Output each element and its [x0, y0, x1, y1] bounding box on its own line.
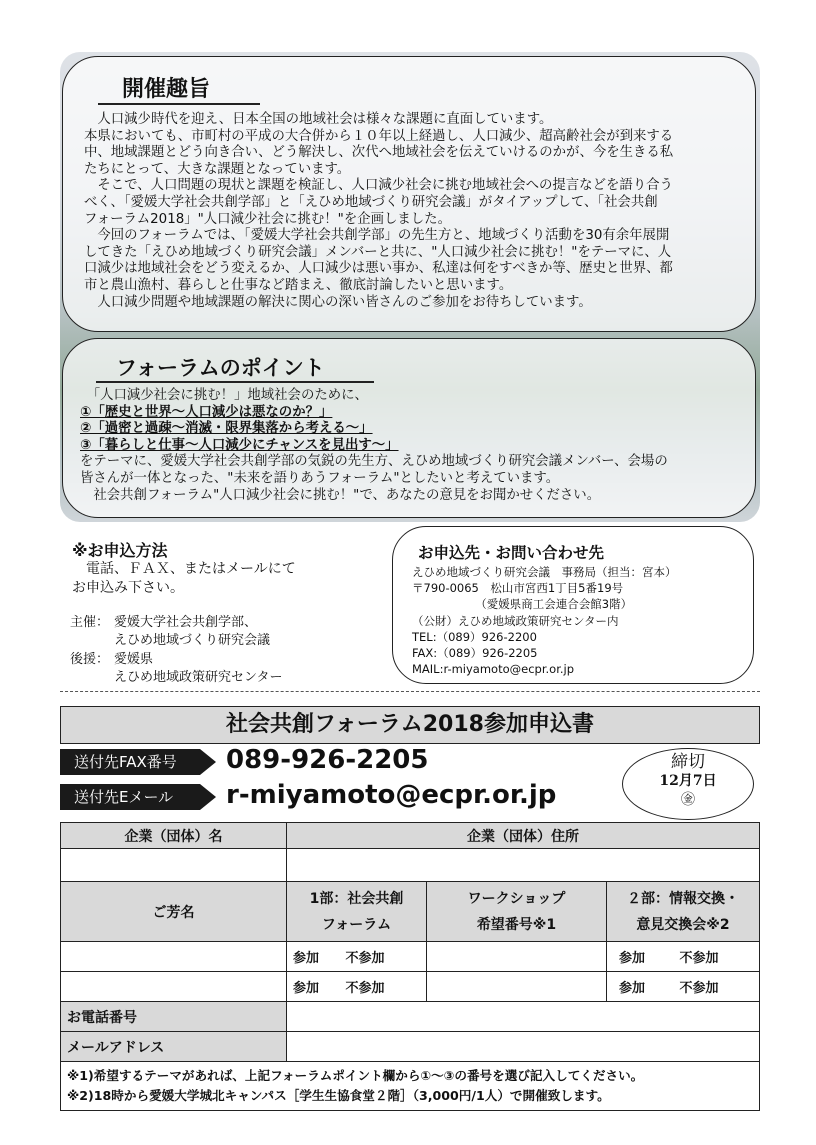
- contact-title: お申込先・お問い合わせ先: [418, 544, 605, 562]
- not-attend-option[interactable]: 不参加: [679, 951, 719, 966]
- part2-header-line: 意見交換会※2: [636, 916, 730, 933]
- workshop-input[interactable]: [427, 972, 607, 1002]
- deadline-day: ㊎: [681, 792, 695, 808]
- contact-fax: FAX:（089）926-2205: [412, 646, 538, 661]
- apply-method-line: 電話、ＦＡＸ、またはメールにて: [72, 561, 296, 577]
- purpose-line: そこで、人口問題の現状と課題を検証し、人口減少社会に挑む地域社会への提言などを語り合う: [84, 178, 673, 194]
- address-input[interactable]: [287, 849, 760, 882]
- part2-header-line: ２部：情報交換・: [627, 890, 739, 907]
- purpose-line: フォーラム2018」"人口減少社会に挑む！"を企画しました。: [84, 211, 451, 227]
- company-input[interactable]: [61, 849, 287, 882]
- host-name: えひめ地域づくり研究会議: [114, 633, 271, 648]
- workshop-header: [427, 882, 607, 942]
- points-title-underline: [96, 381, 374, 383]
- purpose-line: 人口減少時代を迎え、日本全国の地域社会は様々な課題に直面しています。: [84, 112, 553, 127]
- purpose-line: 今回のフォーラムでは、「愛媛大学社会共創学部」の先生方と、地域づくり活動を30有余年展開: [84, 228, 670, 244]
- workshop-header-line: 希望番号※1: [476, 916, 557, 933]
- point-item-2: ②「過密と過疎～消滅・限界集落から考える～」: [80, 421, 373, 437]
- support-name: えひめ地域政策研究センター: [114, 670, 283, 685]
- purpose-line: べく、「愛媛大学社会共創学部」と「えひめ地域づくり研究会議」がタイアップして、「社会共創: [84, 194, 658, 210]
- name-input[interactable]: [61, 942, 287, 972]
- point-item-1: ①「歴史と世界～人口減少は悪なのか？」: [80, 404, 333, 420]
- purpose-title-underline: [98, 103, 260, 105]
- deadline-badge: [622, 748, 754, 820]
- apply-title: ※お申込方法: [72, 541, 168, 560]
- points-outro-line: 皆さんが一体となった、"未来を語りあうフォーラム"としたいと考えています。: [80, 470, 560, 486]
- contact-org: えひめ地域づくり研究会議 事務局（担当：宮本）: [412, 565, 677, 579]
- part2-choice[interactable]: [607, 942, 760, 972]
- company-header: 企業（団体）名: [61, 823, 287, 849]
- part1-choice[interactable]: [287, 972, 427, 1002]
- workshop-header-line: ワークショップ: [467, 890, 566, 907]
- part1-header-line: 1部：社会共創: [309, 890, 404, 907]
- contact-address: 〒790-0065 松山市宮西1丁目5番19号: [412, 581, 624, 596]
- deadline-label: 締切: [671, 752, 705, 772]
- phone-label: お電話番号: [61, 1002, 287, 1032]
- points-title: フォーラムのポイント: [116, 356, 325, 380]
- point-item-3: ③「暮らしと仕事～人口減少にチャンスを見出す～」: [80, 437, 399, 453]
- attend-option[interactable]: 参加: [619, 981, 646, 996]
- purpose-line: 人口減少問題や地域課題の解決に関心の深い皆さんのご参加をお待ちしています。: [84, 294, 592, 310]
- name-header: ご芳名: [61, 882, 287, 942]
- points-text: [80, 388, 668, 504]
- points-intro: 「人口減少社会に挑む！」地域社会のために、: [80, 388, 368, 403]
- part1-header: [287, 882, 427, 942]
- purpose-line: 本県においても、市町村の平成の大合併から１０年以上経過し、人口減少、超高齢社会が到来する: [84, 128, 674, 144]
- email-arrow-icon: [200, 784, 216, 810]
- email-row-label: メールアドレス: [61, 1032, 287, 1062]
- deadline-date: 12月7日: [659, 773, 717, 789]
- purpose-line: 中、地域課題とどう向き合い、どう解決し、次代へ地域社会を伝えていけるのかが、今を生きる私: [84, 145, 674, 161]
- contact-org: （公財）えひめ地域政策研究センター内: [412, 613, 619, 628]
- email-label: 送付先Eメール: [60, 784, 200, 810]
- email-input[interactable]: [287, 1032, 760, 1062]
- part2-choice[interactable]: [607, 972, 760, 1002]
- fax-label: 送付先FAX番号: [60, 749, 200, 775]
- points-outro-line: をテーマに、愛媛大学社会共創学部の気鋭の先生方、えひめ地域づくり研究会議メンバー、会場の: [80, 454, 668, 470]
- host-name: 愛媛大学社会共創学部、: [114, 615, 258, 630]
- host-label: 主催：: [70, 615, 110, 630]
- attend-option[interactable]: 参加: [293, 981, 320, 996]
- purpose-title: 開催趣旨: [122, 77, 211, 102]
- phone-input[interactable]: [287, 1002, 760, 1032]
- workshop-input[interactable]: [427, 942, 607, 972]
- contact-details: [412, 564, 677, 677]
- purpose-line: 口減少は地域社会をどう変えるか、人口減少は悪い事か、私達は何をすべきか等、歴史と世界、都: [84, 261, 673, 277]
- support-label: 後援：: [70, 652, 110, 667]
- part1-header-line: フォーラム: [321, 916, 392, 933]
- contact-address: （愛媛県商工会連合会館3階）: [412, 597, 633, 612]
- support-name: 愛媛県: [114, 652, 154, 667]
- apply-method-line: お申込み下さい。: [72, 580, 184, 596]
- application-table: [60, 822, 760, 1111]
- not-attend-option[interactable]: 不参加: [679, 981, 719, 996]
- cut-line: [60, 691, 760, 692]
- note-2: ※2)18時から愛媛大学城北キャンパス［学生生協食堂２階］（3,000円/1人）で開催致します。: [67, 1088, 610, 1103]
- part1-choice[interactable]: [287, 942, 427, 972]
- fax-number: 089-926-2205: [226, 745, 429, 775]
- not-attend-option[interactable]: 不参加: [345, 981, 385, 996]
- purpose-line: 市と農山漁村、暮らしと仕事など踏まえ、徹底討論したいと思います。: [84, 277, 513, 293]
- points-outro-line: 社会共創フォーラム"人口減少社会に挑む！"で、あなたの意見をお聞かせください。: [80, 487, 601, 503]
- form-notes: [61, 1062, 760, 1111]
- contact-mail: MAIL:r-miyamoto@ecpr.or.jp: [412, 662, 575, 677]
- attend-option[interactable]: 参加: [293, 951, 320, 966]
- email-address: r-miyamoto@ecpr.or.jp: [226, 780, 557, 810]
- fax-arrow-icon: [200, 749, 216, 775]
- purpose-line: してきた「えひめ地域づくり研究会議」メンバーと共に、"人口減少社会に挑む！"をテーマに、人: [84, 244, 672, 260]
- not-attend-option[interactable]: 不参加: [345, 951, 385, 966]
- part2-header: [607, 882, 760, 942]
- note-1: ※1)希望するテーマがあれば、上記フォーラムポイント欄から①～③の番号を選び記入してください。: [67, 1068, 644, 1083]
- purpose-text: [84, 112, 673, 311]
- address-header: 企業（団体）住所: [287, 823, 760, 849]
- name-input[interactable]: [61, 972, 287, 1002]
- contact-tel: TEL:（089）926-2200: [412, 629, 537, 644]
- form-title: 社会共創フォーラム2018参加申込書: [60, 706, 760, 744]
- attend-option[interactable]: 参加: [619, 951, 646, 966]
- purpose-line: たちにとって、大きな課題となっています。: [84, 161, 351, 177]
